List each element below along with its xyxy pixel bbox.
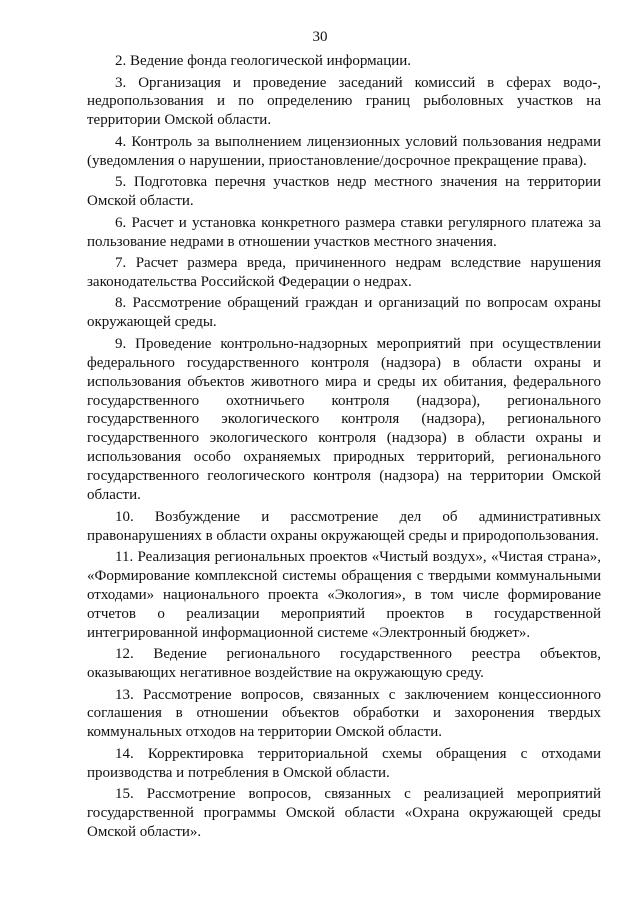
list-item: 15. Рассмотрение вопросов, связанных с реализацией мероприятий государственной программы Омской области «Охрана окружающей среды Омской области».: [87, 786, 601, 841]
list-item: 5. Подготовка перечня участков недр местного значения на территории Омской области.: [87, 174, 601, 210]
list-item: 4. Контроль за выполнением лицензионных условий пользования недрами (уведомления о нарушении, приостановление/досрочное прекращение права).: [87, 133, 601, 169]
list-item: 7. Расчет размера вреда, причиненного недрам вследствие нарушения законодательства Российской Федерации о недрах.: [87, 255, 601, 290]
list-item: 6. Расчет и установка конкретного размера ставки регулярного платежа за пользование недрами в отношении участков местного значения.: [87, 214, 601, 250]
document-body: [87, 52, 601, 845]
list-item: 12. Ведение регионального государственного реестра объектов, оказывающих негативное воздействие на окружающую среду.: [87, 646, 601, 682]
list-item: 11. Реализация региональных проектов «Чистый воздух», «Чистая страна», «Формирование комплексной системы обращения с твердыми коммунальными отходами» национального проекта «Экология», в том числе формирование отчетов о реализации мероприятий проектов в государственной интегрированной информационной системе «Электронный бюджет».: [87, 549, 601, 641]
list-item: 8. Рассмотрение обращений граждан и организаций по вопросам охраны окружающей среды.: [87, 295, 601, 331]
list-item: 3. Организация и проведение заседаний комиссий в сферах водо-, недропользования и по определению границ рыболовных участков на территории Омской области.: [87, 74, 601, 129]
list-item: 2. Ведение фонда геологической информации.: [115, 53, 412, 69]
list-item: 9. Проведение контрольно-надзорных мероприятий при осуществлении федерального государственного контроля (надзора) в области охраны и использования объектов животного мира и среды их обитания, федерального государственного охотничьего контроля (надзора), регионального государственного экологического контроля (надзора), регионального государственного экологического контроля (надзора) в области охраны и использования особо охраняемых природных территорий, регионального государственного геологического контроля (надзора) на территории Омской области.: [87, 335, 601, 504]
list-item: 13. Рассмотрение вопросов, связанных с заключением концессионного соглашения в отношении объектов обработки и захоронения твердых коммунальных отходов на территории Омской области.: [87, 686, 601, 741]
list-item: 10. Возбуждение и рассмотрение дел об административных правонарушениях в области охраны окружающей среды и природопользования.: [87, 508, 601, 544]
list-item: 14. Корректировка территориальной схемы обращения с отходами производства и потребления в Омской области.: [87, 745, 601, 781]
page-number: 30: [312, 29, 328, 45]
